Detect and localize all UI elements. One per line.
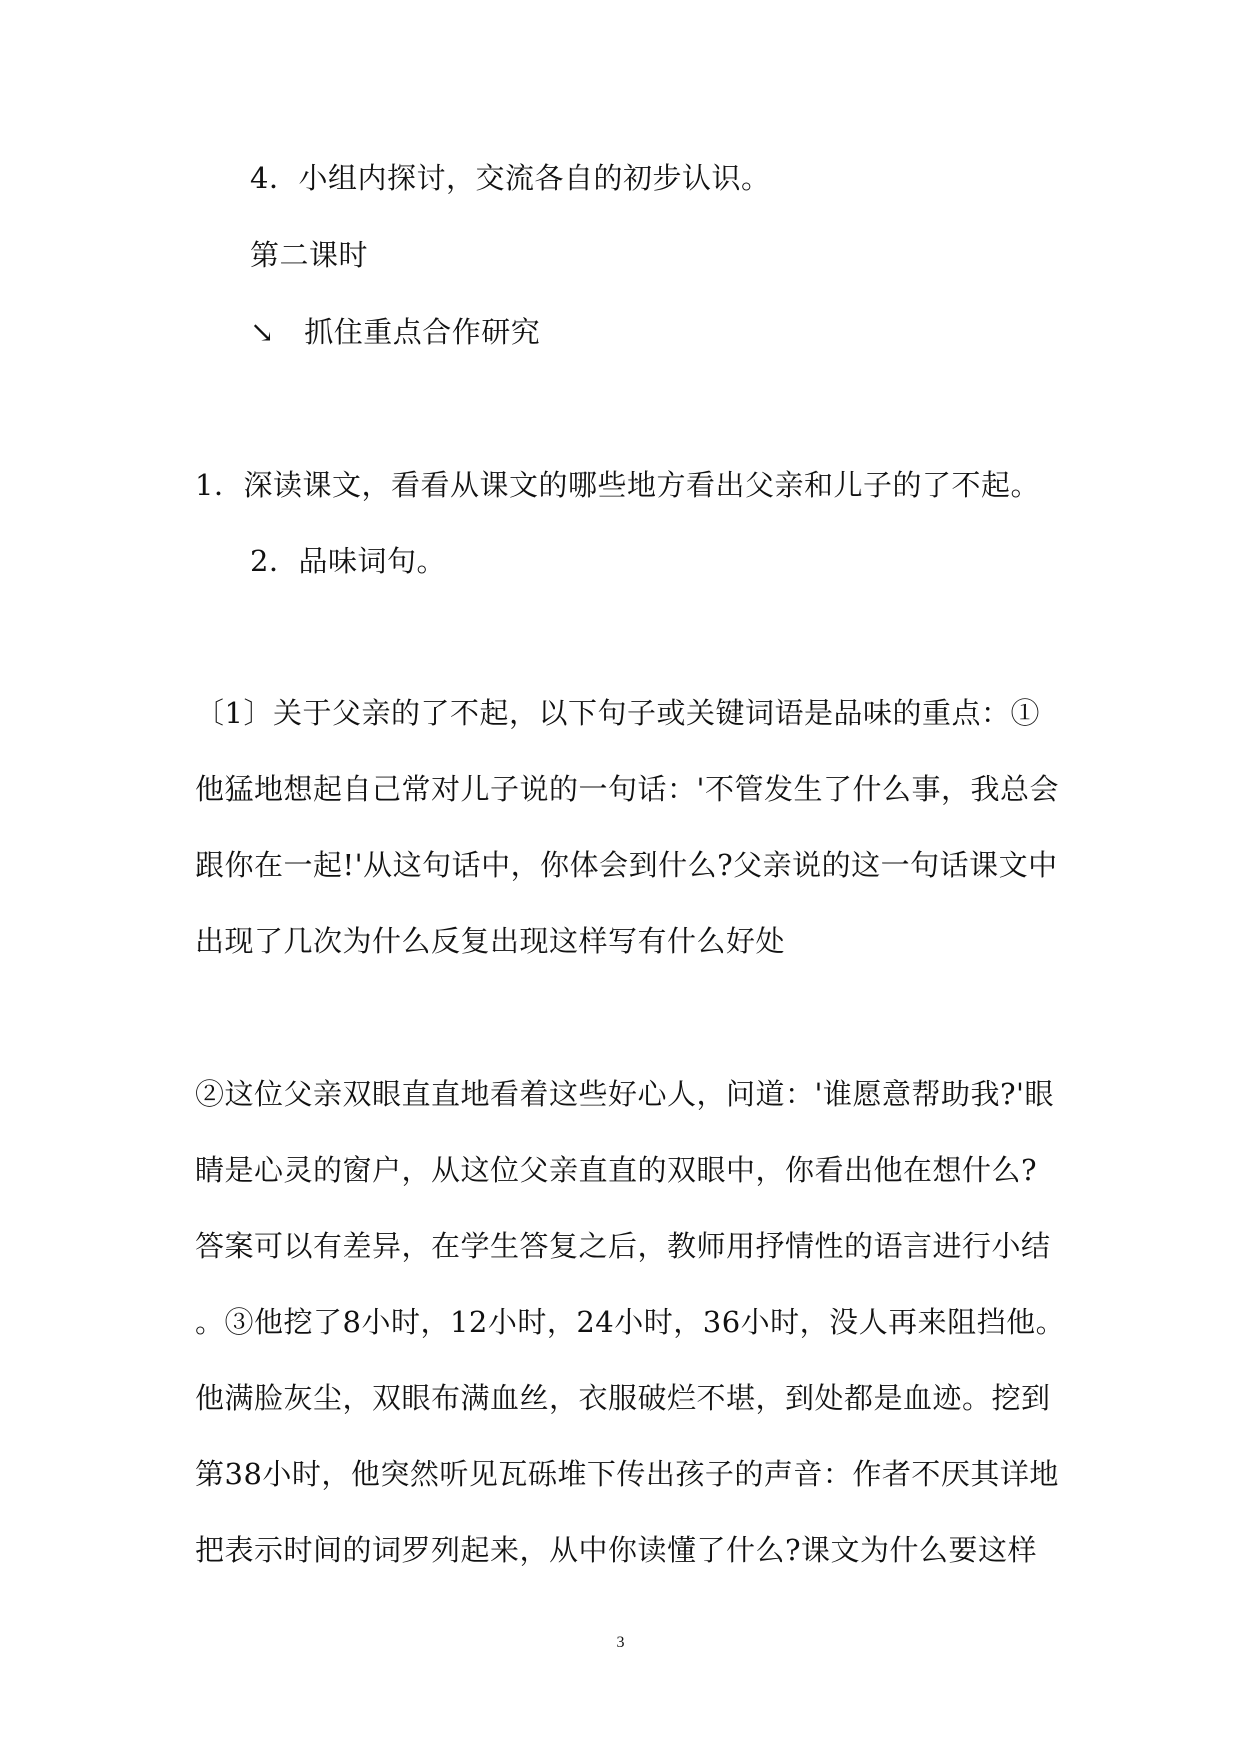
paragraph-line: 把表示时间的词罗列起来，从中你读懂了什么?课文为什么要这样 — [195, 1533, 1038, 1567]
paragraph-line: 跟你在一起!'从这句话中，你体会到什么?父亲说的这一句话课文中 — [195, 848, 1058, 882]
paragraph-line: 他猛地想起自己常对儿子说的一句话：'不管发生了什么事，我总会 — [195, 772, 1059, 806]
section-heading: ↘ 抓住重点合作研究 — [250, 315, 541, 349]
paragraph-line: 答案可以有差异，在学生答复之后，教师用抒情性的语言进行小结 — [195, 1229, 1051, 1263]
paragraph-line: 出现了几次为什么反复出现这样写有什么好处 — [195, 924, 786, 958]
paragraph-line: 〔1〕关于父亲的了不起，以下句子或关键词语是品味的重点：① — [195, 696, 1040, 730]
paragraph-line: ②这位父亲双眼直直地看着这些好心人，问道：'谁愿意帮助我?'眼 — [195, 1077, 1054, 1111]
paragraph-line: 。③他挖了8小时，12小时，24小时，36小时，没人再来阻挡他。 — [195, 1305, 1066, 1339]
paragraph-line: 第38小时，他突然听见瓦砾堆下传出孩子的声音：作者不厌其详地 — [195, 1457, 1059, 1491]
step-4-line: 4．小组内探讨，交流各自的初步认识。 — [250, 161, 771, 195]
paragraph-line: 睛是心灵的窗户，从这位父亲直直的双眼中，你看出他在想什么? — [195, 1153, 1038, 1187]
step-2-line: 2．品味词句。 — [250, 544, 446, 578]
step-1-line: 1．深读课文，看看从课文的哪些地方看出父亲和儿子的了不起。 — [195, 468, 1040, 502]
lesson-heading: 第二课时 — [250, 238, 369, 272]
page-number: 3 — [616, 1634, 625, 1651]
paragraph-line: 他满脸灰尘，双眼布满血丝，衣服破烂不堪，到处都是血迹。挖到 — [195, 1381, 1051, 1415]
